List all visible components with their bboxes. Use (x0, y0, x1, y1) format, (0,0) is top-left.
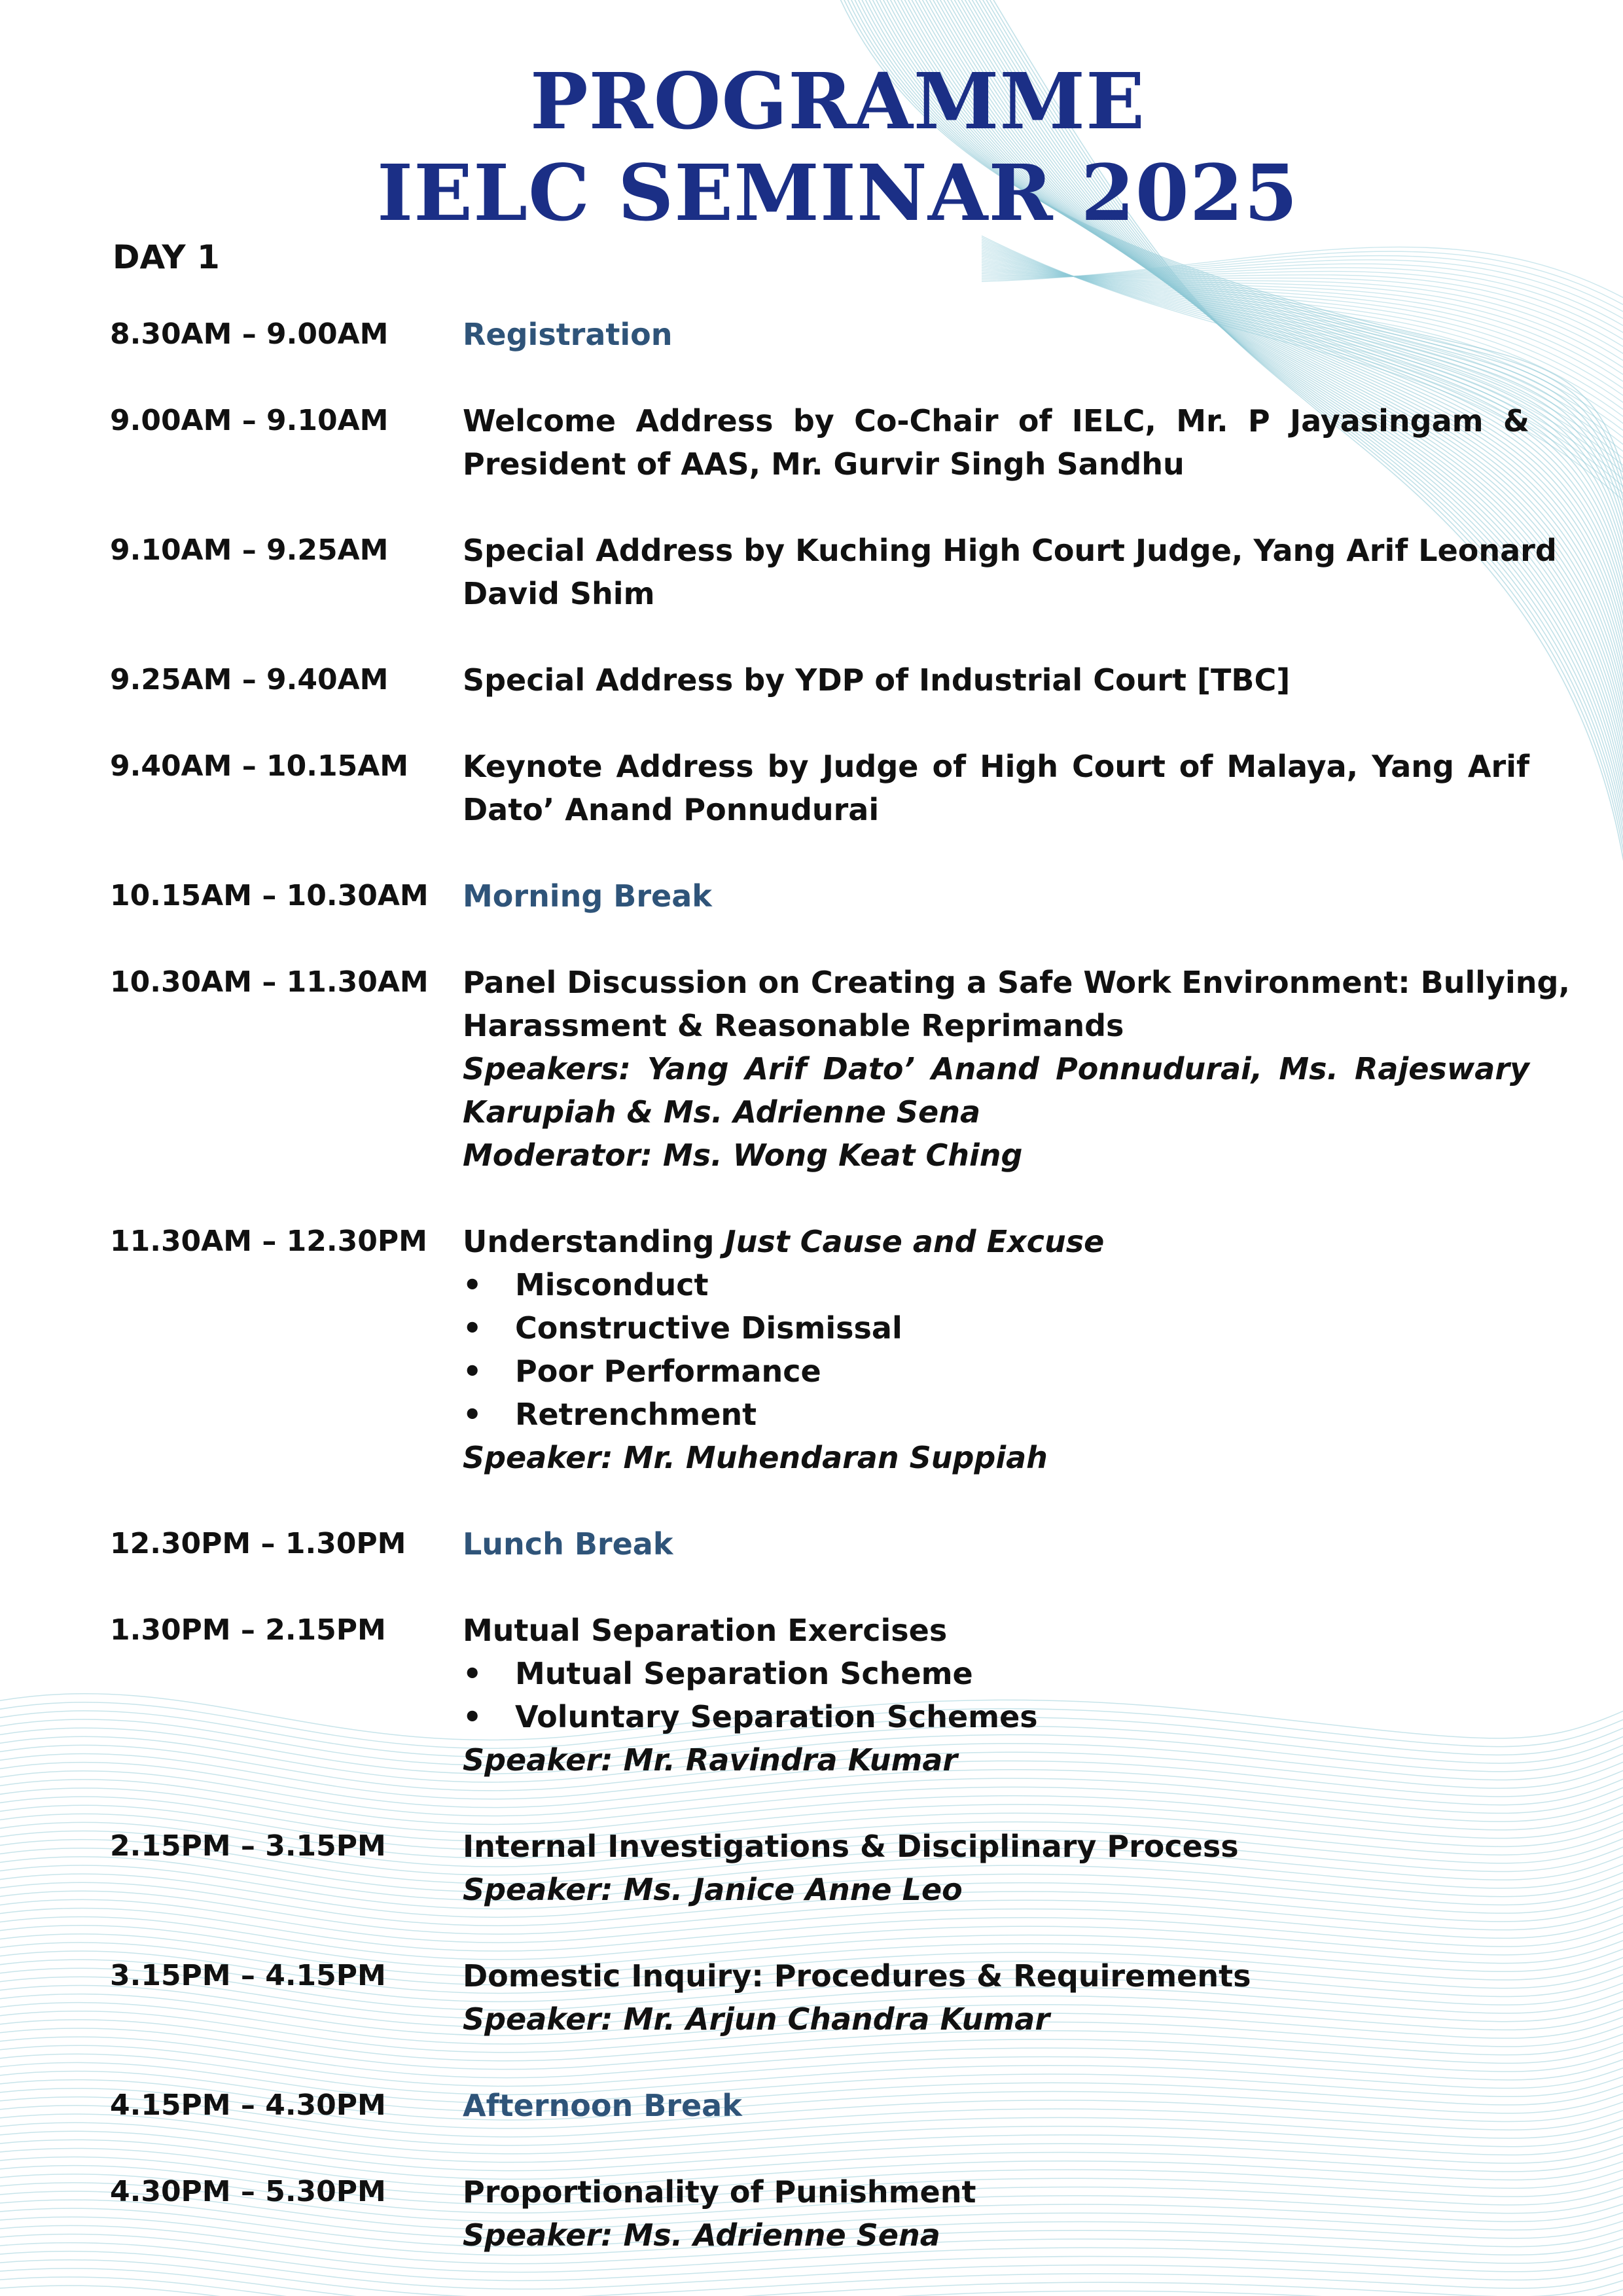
bullet-icon: • (463, 1397, 482, 1432)
session-details (463, 2170, 1529, 2257)
session-title (463, 1220, 1529, 1263)
speaker-line: Speaker: Mr. Muhendaran Suppiah (463, 1440, 1048, 1475)
session-details (463, 529, 1557, 615)
break-session (463, 313, 1529, 356)
session-time: 10.15AM – 10.30AM (110, 879, 429, 912)
speaker-line: Speaker: Mr. Ravindra Kumar (463, 1742, 958, 1778)
session-title-line: Domestic Inquiry: Procedures & Requirements (463, 1958, 1251, 1994)
bullet-icon: • (463, 1310, 482, 1346)
topic-text: Retrenchment (515, 1397, 757, 1432)
speaker-line: Moderator: Ms. Wong Keat Ching (463, 1138, 1023, 1173)
bullet-icon: • (463, 1267, 482, 1302)
session-time: 9.00AM – 9.10AM (110, 404, 389, 437)
session-title-line: President of AAS, Mr. Gurvir Singh Sandhu (463, 446, 1185, 482)
session-time: 8.30AM – 9.00AM (110, 317, 389, 351)
session-title-line: David Shim (463, 576, 655, 611)
session-title-line: Special Address by YDP of Industrial Court [TBC] (463, 662, 1291, 698)
topic-list-item (463, 1695, 1529, 1738)
session-title-line: Keynote Address by Judge of High Court of Malaya, Yang Arif (463, 749, 1529, 784)
session-details (463, 1220, 1529, 1479)
topic-text: Poor Performance (515, 1354, 821, 1389)
title-line-seminar: IELC SEMINAR 2025 (376, 147, 1299, 238)
session-details (463, 399, 1529, 486)
session-time: 2.15PM – 3.15PM (110, 1829, 386, 1863)
topic-list-item (463, 1306, 1529, 1350)
session-details (463, 1825, 1529, 1911)
topic-list-item (463, 1393, 1529, 1436)
session-time: 12.30PM – 1.30PM (110, 1527, 406, 1560)
session-time: 9.25AM – 9.40AM (110, 663, 389, 696)
bullet-icon: • (463, 1656, 482, 1691)
break-session (463, 874, 1529, 918)
day-label: DAY 1 (113, 238, 220, 276)
break-label: Registration (463, 317, 673, 352)
speaker-line: Speaker: Ms. Adrienne Sena (463, 2217, 940, 2253)
page-title (0, 56, 1623, 239)
session-title-italic: Just Cause and Excuse (724, 1224, 1105, 1259)
speaker-line: Speakers: Yang Arif Dato’ Anand Ponnudurai, Ms. Rajeswary (463, 1051, 1529, 1086)
session-time: 3.15PM – 4.15PM (110, 1959, 386, 1992)
speaker-line: Speaker: Ms. Janice Anne Leo (463, 1872, 963, 1907)
session-details (463, 745, 1529, 831)
break-label: Lunch Break (463, 1526, 673, 1562)
session-title-line: Dato’ Anand Ponnudurai (463, 792, 880, 827)
session-time: 4.30PM – 5.30PM (110, 2175, 386, 2208)
session-title-lead: Understanding (463, 1224, 725, 1259)
title-line-programme: PROGRAMME (529, 56, 1146, 147)
topic-list-item (463, 1350, 1529, 1393)
session-title-line: Welcome Address by Co-Chair of IELC, Mr. P Jayasingam & (463, 403, 1529, 439)
speaker-line: Speaker: Mr. Arjun Chandra Kumar (463, 2001, 1050, 2037)
topic-text: Mutual Separation Scheme (515, 1656, 973, 1691)
session-details (463, 1954, 1529, 2041)
topic-text: Constructive Dismissal (515, 1310, 902, 1346)
session-details (463, 961, 1570, 1177)
session-time: 9.10AM – 9.25AM (110, 533, 389, 567)
session-time: 9.40AM – 10.15AM (110, 749, 409, 783)
session-title-line: Mutual Separation Exercises (463, 1613, 948, 1648)
bullet-icon: • (463, 1354, 482, 1389)
session-time: 10.30AM – 11.30AM (110, 965, 429, 999)
bullet-icon: • (463, 1699, 482, 1734)
session-details (463, 1609, 1529, 1782)
break-label: Afternoon Break (463, 2088, 742, 2123)
session-title-line: Internal Investigations & Disciplinary Process (463, 1829, 1239, 1864)
session-title-line: Panel Discussion on Creating a Safe Work Environment: Bullying, (463, 965, 1570, 1000)
topic-list-item (463, 1652, 1529, 1695)
session-time: 4.15PM – 4.30PM (110, 2089, 386, 2122)
topic-text: Misconduct (515, 1267, 709, 1302)
session-details (463, 658, 1529, 702)
break-label: Morning Break (463, 878, 712, 914)
session-time: 1.30PM – 2.15PM (110, 1613, 386, 1647)
session-time: 11.30AM – 12.30PM (110, 1225, 427, 1258)
break-session (463, 1522, 1529, 1566)
session-title-line: Proportionality of Punishment (463, 2174, 976, 2210)
session-title-line: Harassment & Reasonable Reprimands (463, 1008, 1124, 1043)
topic-text: Voluntary Separation Schemes (515, 1699, 1038, 1734)
speaker-line: Karupiah & Ms. Adrienne Sena (463, 1094, 980, 1130)
break-session (463, 2084, 1529, 2127)
session-title-line: Special Address by Kuching High Court Judge, Yang Arif Leonard (463, 533, 1557, 568)
topic-list-item (463, 1263, 1529, 1306)
